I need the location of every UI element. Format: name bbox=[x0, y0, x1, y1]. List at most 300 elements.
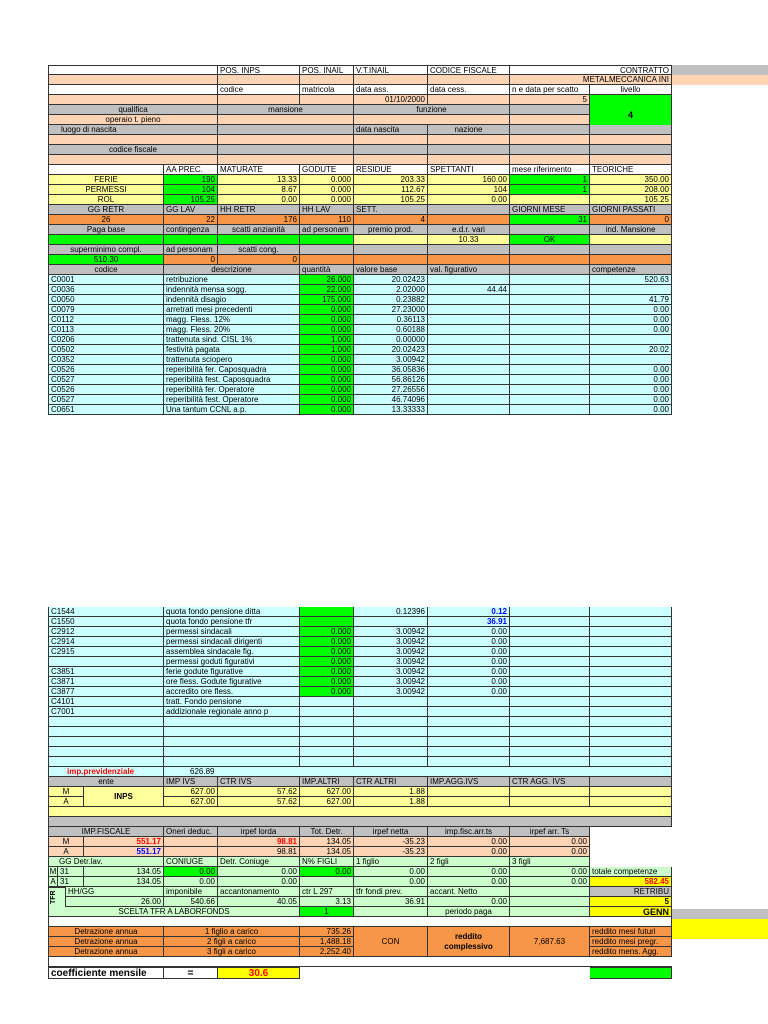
detr-m-nf[interactable]: 0.00 bbox=[300, 867, 354, 877]
blank-cell bbox=[354, 255, 428, 265]
voce-quantita[interactable] bbox=[300, 697, 354, 707]
blank-cell bbox=[218, 145, 354, 155]
blank-cell bbox=[510, 717, 590, 727]
blank-cell bbox=[590, 717, 672, 727]
imp-prev-label: imp.previdenziale bbox=[48, 767, 164, 777]
inps-m-imp: 627.00 bbox=[164, 787, 218, 797]
irpef-arr-header: irpef arr. Ts bbox=[510, 827, 590, 837]
voce-descrizione: reperibilità fest. Operatore bbox=[164, 395, 300, 405]
ferie-res: 203.33 bbox=[354, 175, 428, 185]
table-row bbox=[48, 315, 672, 325]
detr-annua-3-label: Detrazione annua bbox=[48, 947, 164, 957]
voce-valore-base: 27.23000 bbox=[354, 305, 428, 315]
matricola-label: matricola bbox=[300, 85, 354, 95]
detr-a-nf bbox=[300, 877, 354, 887]
fisc-m-arr: 0.00 bbox=[428, 837, 510, 847]
voce-quantita[interactable]: 0.000 bbox=[300, 305, 354, 315]
data-cess-value[interactable] bbox=[428, 95, 510, 105]
blank-cell bbox=[48, 757, 164, 767]
voce-valore-base: 36.05836 bbox=[354, 365, 428, 375]
voce-quantita[interactable]: 0.000 bbox=[300, 355, 354, 365]
voce-val-figurativo bbox=[428, 697, 510, 707]
blank-cell bbox=[300, 255, 354, 265]
voce-competenze: 0.00 bbox=[590, 385, 672, 395]
rol-mat: 0.00 bbox=[218, 195, 300, 205]
gg-header: GG bbox=[59, 857, 72, 866]
totale-competenze-label: totale competenze bbox=[590, 867, 672, 877]
blank-cell bbox=[590, 255, 672, 265]
table-row bbox=[48, 657, 672, 667]
voce-valore-base bbox=[354, 697, 428, 707]
voce-descrizione: Una tantum CCNL a.p. bbox=[164, 405, 300, 415]
paga-base-value[interactable] bbox=[48, 235, 164, 245]
blank-cell bbox=[510, 797, 590, 807]
blank-cell bbox=[510, 155, 590, 165]
scatto-value[interactable]: 5 bbox=[510, 95, 590, 105]
descrizione-col-header: descrizione bbox=[164, 265, 300, 275]
header-block bbox=[48, 65, 672, 415]
voce-quantita[interactable]: 0.000 bbox=[300, 687, 354, 697]
ente-header: ente bbox=[48, 777, 164, 787]
voce-descrizione: accredito ore fless. bbox=[164, 687, 300, 697]
blank-cell bbox=[354, 245, 428, 255]
scatti-anzianita-value[interactable] bbox=[218, 235, 300, 245]
edr-vari-header: e.d.r. vari bbox=[428, 225, 510, 235]
blank-cell bbox=[510, 687, 590, 697]
blank-cell bbox=[428, 747, 510, 757]
voci-table bbox=[48, 275, 672, 415]
voce-codice bbox=[48, 657, 164, 667]
data-ass-label: data ass. bbox=[354, 85, 428, 95]
blank-cell bbox=[510, 135, 590, 145]
voce-quantita[interactable]: 0.000 bbox=[300, 677, 354, 687]
blank-cell bbox=[510, 245, 590, 255]
scatti-cong-header: scatti cong. bbox=[218, 245, 300, 255]
hh-lav-value[interactable]: 110 bbox=[300, 215, 354, 225]
detr-coniuge-header: Detr. Coniuge bbox=[218, 857, 300, 867]
blank-cell bbox=[510, 897, 590, 907]
permessi-mese[interactable]: 1 bbox=[510, 185, 590, 195]
blank-cell bbox=[590, 627, 672, 637]
inps-ente: INPS bbox=[84, 787, 164, 807]
voce-quantita[interactable]: 0.000 bbox=[300, 375, 354, 385]
ad-personam2-value[interactable]: 0 bbox=[164, 255, 218, 265]
periodo-paga-value[interactable]: GENN bbox=[590, 907, 672, 917]
giorni-passati-value[interactable]: 0 bbox=[590, 215, 672, 225]
rol-res: 105.25 bbox=[354, 195, 428, 205]
contingenza-value[interactable] bbox=[164, 235, 218, 245]
table-row bbox=[48, 365, 672, 375]
reddito-complessivo-value: 7,687.63 bbox=[510, 927, 590, 957]
imponibile-value: 540.66 bbox=[164, 897, 218, 907]
voce-descrizione: magg. Fless. 20% bbox=[164, 325, 300, 335]
table-row bbox=[48, 275, 672, 285]
blank-cell bbox=[510, 385, 590, 395]
detr-m-con[interactable]: 0.00 bbox=[164, 867, 218, 877]
voce-codice: C4101 bbox=[48, 697, 164, 707]
ctr-agg-ivs-header: CTR AGG. IVS bbox=[510, 777, 590, 787]
codice-label: codice bbox=[218, 85, 300, 95]
table-row bbox=[48, 607, 672, 617]
voce-descrizione: reperibilità fest. Caposquadra bbox=[164, 375, 300, 385]
blank-cell bbox=[590, 737, 672, 747]
voce-val-figurativo bbox=[428, 707, 510, 717]
rol-aa[interactable]: 105.25 bbox=[164, 195, 218, 205]
detr-a-label: A bbox=[48, 877, 58, 887]
voce-quantita[interactable]: 1.000 bbox=[300, 345, 354, 355]
voce-val-figurativo bbox=[428, 365, 510, 375]
detr-m-dc: 0.00 bbox=[218, 867, 300, 877]
figli2-header: 2 figli bbox=[428, 857, 510, 867]
voce-val-figurativo: 0.00 bbox=[428, 637, 510, 647]
voce-val-figurativo bbox=[428, 325, 510, 335]
blank-cell bbox=[164, 747, 300, 757]
irpef-netta-header: irpef netta bbox=[354, 827, 428, 837]
table-row bbox=[48, 687, 672, 697]
fisc-m-imp: 551.17 bbox=[84, 837, 164, 847]
voce-codice: C2915 bbox=[48, 647, 164, 657]
voce-quantita[interactable]: 0.000 bbox=[300, 325, 354, 335]
coeff-mensile-value[interactable]: 30.6 bbox=[218, 967, 300, 979]
voce-codice: C3871 bbox=[48, 677, 164, 687]
voce-quantita[interactable]: 1.000 bbox=[300, 335, 354, 345]
imponibile-header: imponibile bbox=[164, 887, 218, 897]
ferie-teo: 350.00 bbox=[590, 175, 672, 185]
blank-cell bbox=[590, 677, 672, 687]
voce-quantita[interactable]: 0.000 bbox=[300, 365, 354, 375]
paga-base-header: Paga base bbox=[48, 225, 164, 235]
figli-3-label: 3 figli a carico bbox=[164, 947, 300, 957]
edr-vari-value[interactable]: 10.33 bbox=[428, 235, 510, 245]
livello-value[interactable]: 4 bbox=[590, 95, 672, 135]
voce-valore-base bbox=[354, 617, 428, 627]
voce-codice: C0050 bbox=[48, 295, 164, 305]
hh-retr-header: HH RETR bbox=[218, 205, 300, 215]
blank-cell bbox=[590, 637, 672, 647]
rol-mese bbox=[510, 195, 590, 205]
blank-cell bbox=[510, 887, 590, 897]
blank-cell bbox=[590, 667, 672, 677]
blank-cell bbox=[510, 727, 590, 737]
tot-detr-header: Tot. Detr. bbox=[300, 827, 354, 837]
voce-quantita[interactable]: 0.000 bbox=[300, 667, 354, 677]
fisc-a-arrts: 0.00 bbox=[510, 847, 590, 857]
blank-cell bbox=[510, 647, 590, 657]
fisc-a-imp: 551.17 bbox=[84, 847, 164, 857]
rol-row bbox=[48, 195, 672, 205]
blank-cell bbox=[48, 95, 218, 105]
funzione-label: funzione bbox=[354, 105, 510, 115]
codice-value[interactable] bbox=[218, 95, 300, 105]
blank-cell bbox=[590, 757, 672, 767]
contratto-value[interactable]: METALMECCANICA INI bbox=[510, 75, 672, 85]
ferie-mat: 13.33 bbox=[218, 175, 300, 185]
blank-cell bbox=[164, 757, 300, 767]
ind-mansione-value[interactable] bbox=[590, 235, 672, 245]
voce-competenze bbox=[590, 285, 672, 295]
voce-codice: C0113 bbox=[48, 325, 164, 335]
permessi-aa[interactable]: 104 bbox=[164, 185, 218, 195]
data-cess-label: data cess. bbox=[428, 85, 510, 95]
blank-cell bbox=[510, 355, 590, 365]
blank-cell bbox=[48, 165, 164, 175]
luogo-nascita-value[interactable] bbox=[48, 135, 218, 145]
blank-cell bbox=[300, 747, 354, 757]
voce-codice: C0526 bbox=[48, 385, 164, 395]
blank-cell bbox=[354, 757, 428, 767]
voce-descrizione: ore fless. Godute figurative bbox=[164, 677, 300, 687]
reddito-agg-label: reddito mens. Agg. bbox=[590, 947, 672, 957]
voce-quantita[interactable]: 22.000 bbox=[300, 285, 354, 295]
voce-valore-base: 0.12396 bbox=[354, 607, 428, 617]
data-nascita-label: data nascita bbox=[354, 125, 428, 135]
blank-cell bbox=[354, 747, 428, 757]
mese-rif-header: mese riferimento bbox=[510, 165, 590, 175]
ferie-row bbox=[48, 175, 672, 185]
livello-label: livello bbox=[590, 85, 672, 95]
blank-cell bbox=[300, 717, 354, 727]
imp-fisc-arr-header: imp.fisc.arr.ts bbox=[428, 827, 510, 837]
accantonamento-value: 40.05 bbox=[218, 897, 300, 907]
table-row bbox=[48, 697, 672, 707]
gg-retr-value[interactable]: 26 bbox=[48, 215, 164, 225]
contratto-header: CONTRATTO bbox=[510, 65, 672, 75]
voce-valore-base: 0.60188 bbox=[354, 325, 428, 335]
blank-row bbox=[48, 757, 672, 767]
voce-descrizione: assemblea sindacale fig. bbox=[164, 647, 300, 657]
table-row bbox=[48, 385, 672, 395]
gg-retr-header: GG RETR bbox=[48, 205, 164, 215]
blank-cell bbox=[590, 125, 672, 135]
mansione-label: mansione bbox=[218, 105, 354, 115]
voce-val-figurativo: 0.00 bbox=[428, 647, 510, 657]
blank-cell bbox=[164, 727, 300, 737]
voce-descrizione: permessi sindacali bbox=[164, 627, 300, 637]
ind-mansione-header: ind. Mansione bbox=[590, 225, 672, 235]
voce-valore-base: 27.26556 bbox=[354, 385, 428, 395]
scatti-cong-value[interactable]: 0 bbox=[218, 255, 300, 265]
blank-cell bbox=[48, 65, 218, 75]
nazione-value[interactable] bbox=[428, 135, 510, 145]
ferie-label: FERIE bbox=[48, 175, 164, 185]
ferie-mese[interactable]: 1 bbox=[510, 175, 590, 185]
spettanti-header: SPETTANTI bbox=[428, 165, 510, 175]
pos-inail-value[interactable] bbox=[300, 75, 354, 85]
detr-a-con: 0.00 bbox=[164, 877, 218, 887]
detr-m-f2: 0.00 bbox=[428, 867, 510, 877]
detr-m-label: M bbox=[49, 867, 57, 876]
blank-cell bbox=[510, 617, 590, 627]
voce-descrizione: reperibilità fer. Caposquadra bbox=[164, 365, 300, 375]
coeff-eq: = bbox=[164, 967, 218, 979]
qualifica-value[interactable]: operaio t. pieno bbox=[48, 115, 218, 125]
blank-cell bbox=[510, 115, 590, 125]
codice-fiscale-value[interactable] bbox=[428, 75, 510, 85]
codice-fiscale-label: codice fiscale bbox=[48, 145, 218, 155]
blank-cell bbox=[48, 85, 218, 95]
ctr-l297-value: 3.13 bbox=[300, 897, 354, 907]
voce-valore-base: 3.00942 bbox=[354, 647, 428, 657]
voce-descrizione: quota fondo pensione tfr bbox=[164, 617, 300, 627]
premio-prod-value[interactable] bbox=[354, 235, 428, 245]
voce-val-figurativo: 0.00 bbox=[428, 657, 510, 667]
gg-lav-value[interactable]: 22 bbox=[164, 215, 218, 225]
voce-valore-base: 0.23882 bbox=[354, 295, 428, 305]
figli3-header: 3 figli bbox=[510, 857, 590, 867]
voce-quantita[interactable] bbox=[300, 607, 354, 617]
voce-codice: C3877 bbox=[48, 687, 164, 697]
giorni-passati-header: GIORNI PASSATI bbox=[590, 205, 672, 215]
blank-cell bbox=[354, 737, 428, 747]
blank-cell bbox=[590, 617, 672, 627]
voce-codice: C1544 bbox=[48, 607, 164, 617]
table-row bbox=[48, 667, 672, 677]
ferie-aa[interactable]: 190 bbox=[164, 175, 218, 185]
accantonamento-header: accantonamento bbox=[218, 887, 300, 897]
scelta-tfr-label: SCELTA TFR A LABORFONDS bbox=[48, 907, 300, 917]
periodo-paga-label: periodo paga bbox=[428, 907, 510, 917]
tfr-fondi-header: tfr fondi prev. bbox=[354, 887, 428, 897]
voce-quantita[interactable]: 0.000 bbox=[300, 657, 354, 667]
inps-a-label: A bbox=[48, 797, 84, 807]
detr-a-f2: 0.00 bbox=[428, 877, 510, 887]
competenze-col-header: competenze bbox=[590, 265, 672, 275]
giorni-mese-header: GIORNI MESE bbox=[510, 205, 590, 215]
blank-cell bbox=[510, 627, 590, 637]
ad-personam-header: ad personam bbox=[300, 225, 354, 235]
scelta-tfr-value[interactable]: 1 bbox=[300, 907, 354, 917]
voce-quantita[interactable]: 0.000 bbox=[300, 385, 354, 395]
hh-retr-value[interactable]: 176 bbox=[218, 215, 300, 225]
voce-valore-base bbox=[354, 707, 428, 717]
oneri-deduc-header: Oneri deduc. bbox=[164, 827, 218, 837]
blank-cell bbox=[428, 255, 510, 265]
permessi-spe: 104 bbox=[428, 185, 510, 195]
blank-cell bbox=[428, 727, 510, 737]
blank-cell bbox=[428, 757, 510, 767]
detr-a-lav: 134.05 bbox=[84, 877, 164, 887]
blank-cell bbox=[510, 637, 590, 647]
blank-cell bbox=[510, 335, 590, 345]
funzione-value[interactable] bbox=[354, 115, 510, 125]
data-ass-value[interactable]: 01/10/2000 bbox=[354, 95, 428, 105]
inps-a-ctr: 57.62 bbox=[218, 797, 300, 807]
giorni-mese-value[interactable]: 31 bbox=[510, 215, 590, 225]
voce-quantita[interactable]: 175.000 bbox=[300, 295, 354, 305]
rol-god: 0.000 bbox=[300, 195, 354, 205]
voce-descrizione: permessi sindacali dirigenti bbox=[164, 637, 300, 647]
blank-cell bbox=[510, 275, 590, 285]
voce-quantita[interactable] bbox=[300, 617, 354, 627]
blank-cell bbox=[48, 717, 164, 727]
blank-cell bbox=[300, 767, 672, 777]
voce-val-figurativo bbox=[428, 315, 510, 325]
voce-val-figurativo: 0.00 bbox=[428, 667, 510, 677]
detr-lav-header: Detr.lav. bbox=[73, 857, 103, 866]
voce-quantita[interactable]: 0.000 bbox=[300, 647, 354, 657]
voce-codice: C1550 bbox=[48, 617, 164, 627]
blank-cell bbox=[164, 737, 300, 747]
voce-quantita[interactable]: 0.000 bbox=[300, 405, 354, 415]
voce-valore-base: 3.00942 bbox=[354, 627, 428, 637]
voce-descrizione: reperibilità fer. Operatore bbox=[164, 385, 300, 395]
blank-cell bbox=[590, 697, 672, 707]
blank-cell bbox=[48, 727, 164, 737]
voce-descrizione: quota fondo pensione ditta bbox=[164, 607, 300, 617]
voce-codice: C0036 bbox=[48, 285, 164, 295]
voce-codice: C0502 bbox=[48, 345, 164, 355]
voce-quantita[interactable]: 0.000 bbox=[300, 395, 354, 405]
voce-quantita[interactable] bbox=[300, 707, 354, 717]
voce-codice: C0112 bbox=[48, 315, 164, 325]
fisc-m-label: M bbox=[48, 837, 84, 847]
reddito-futuri-label: reddito mesi futuri bbox=[590, 927, 672, 937]
blank-cell bbox=[590, 707, 672, 717]
figli-1-label: 1 figlio a carico bbox=[164, 927, 300, 937]
blank-cell bbox=[510, 105, 590, 115]
data-nascita-value[interactable] bbox=[354, 135, 428, 145]
voce-codice: C0001 bbox=[48, 275, 164, 285]
voce-competenze: 0.00 bbox=[590, 325, 672, 335]
ad-personam2-header: ad personam bbox=[164, 245, 218, 255]
permessi-mat: 8.67 bbox=[218, 185, 300, 195]
ferie-god: 0.000 bbox=[300, 175, 354, 185]
scatti-anzianita-header: scatti anzianità bbox=[218, 225, 300, 235]
voce-val-figurativo bbox=[428, 385, 510, 395]
ctr-altri-header: CTR ALTRI bbox=[354, 777, 428, 787]
voce-quantita[interactable]: 0.000 bbox=[300, 637, 354, 647]
voce-valore-base: 20.02423 bbox=[354, 345, 428, 355]
overflow-cell bbox=[672, 75, 768, 85]
table-row bbox=[48, 295, 672, 305]
voce-val-figurativo bbox=[428, 295, 510, 305]
sett-value[interactable]: 4 bbox=[354, 215, 428, 225]
imp-prev-value: 626.89 bbox=[188, 767, 300, 777]
blank-cell bbox=[510, 375, 590, 385]
voce-val-figurativo: 0.00 bbox=[428, 627, 510, 637]
voce-quantita[interactable]: 0.000 bbox=[300, 627, 354, 637]
voce-quantita[interactable]: 26.000 bbox=[300, 275, 354, 285]
ad-personam-value[interactable] bbox=[300, 235, 354, 245]
teoriche-header: TEORICHE bbox=[590, 165, 672, 175]
ctr-ivs-header: CTR IVS bbox=[218, 777, 300, 787]
residue-header: RESIDUE bbox=[354, 165, 428, 175]
pos-inps-value[interactable] bbox=[218, 75, 300, 85]
vt-inail-value[interactable] bbox=[354, 75, 428, 85]
blank-cell bbox=[510, 667, 590, 677]
blank-cell bbox=[300, 245, 354, 255]
blank-cell bbox=[428, 787, 510, 797]
superminimo-value[interactable]: 510.30 bbox=[48, 255, 164, 265]
codice-fiscale-value[interactable] bbox=[48, 155, 218, 165]
overflow-cell bbox=[672, 929, 768, 939]
table-row bbox=[48, 355, 672, 365]
permessi-label: PERMESSI bbox=[48, 185, 164, 195]
mansione-value[interactable] bbox=[218, 115, 354, 125]
ctr-l297-header: ctr L 297 bbox=[300, 887, 354, 897]
vt-inail-header: V.T.INAIL bbox=[354, 65, 428, 75]
voce-descrizione: indennità mensa sogg. bbox=[164, 285, 300, 295]
matricola-value[interactable] bbox=[300, 95, 354, 105]
imp-altri-header: IMP.ALTRI bbox=[300, 777, 354, 787]
voce-competenze: 0.00 bbox=[590, 395, 672, 405]
blank-cell bbox=[354, 727, 428, 737]
voce-codice: C0352 bbox=[48, 355, 164, 365]
voce-quantita[interactable]: 0.000 bbox=[300, 315, 354, 325]
hh-lav-header: HH LAV bbox=[300, 205, 354, 215]
voce-valore-base: 3.00942 bbox=[354, 667, 428, 677]
blank-cell bbox=[300, 727, 354, 737]
